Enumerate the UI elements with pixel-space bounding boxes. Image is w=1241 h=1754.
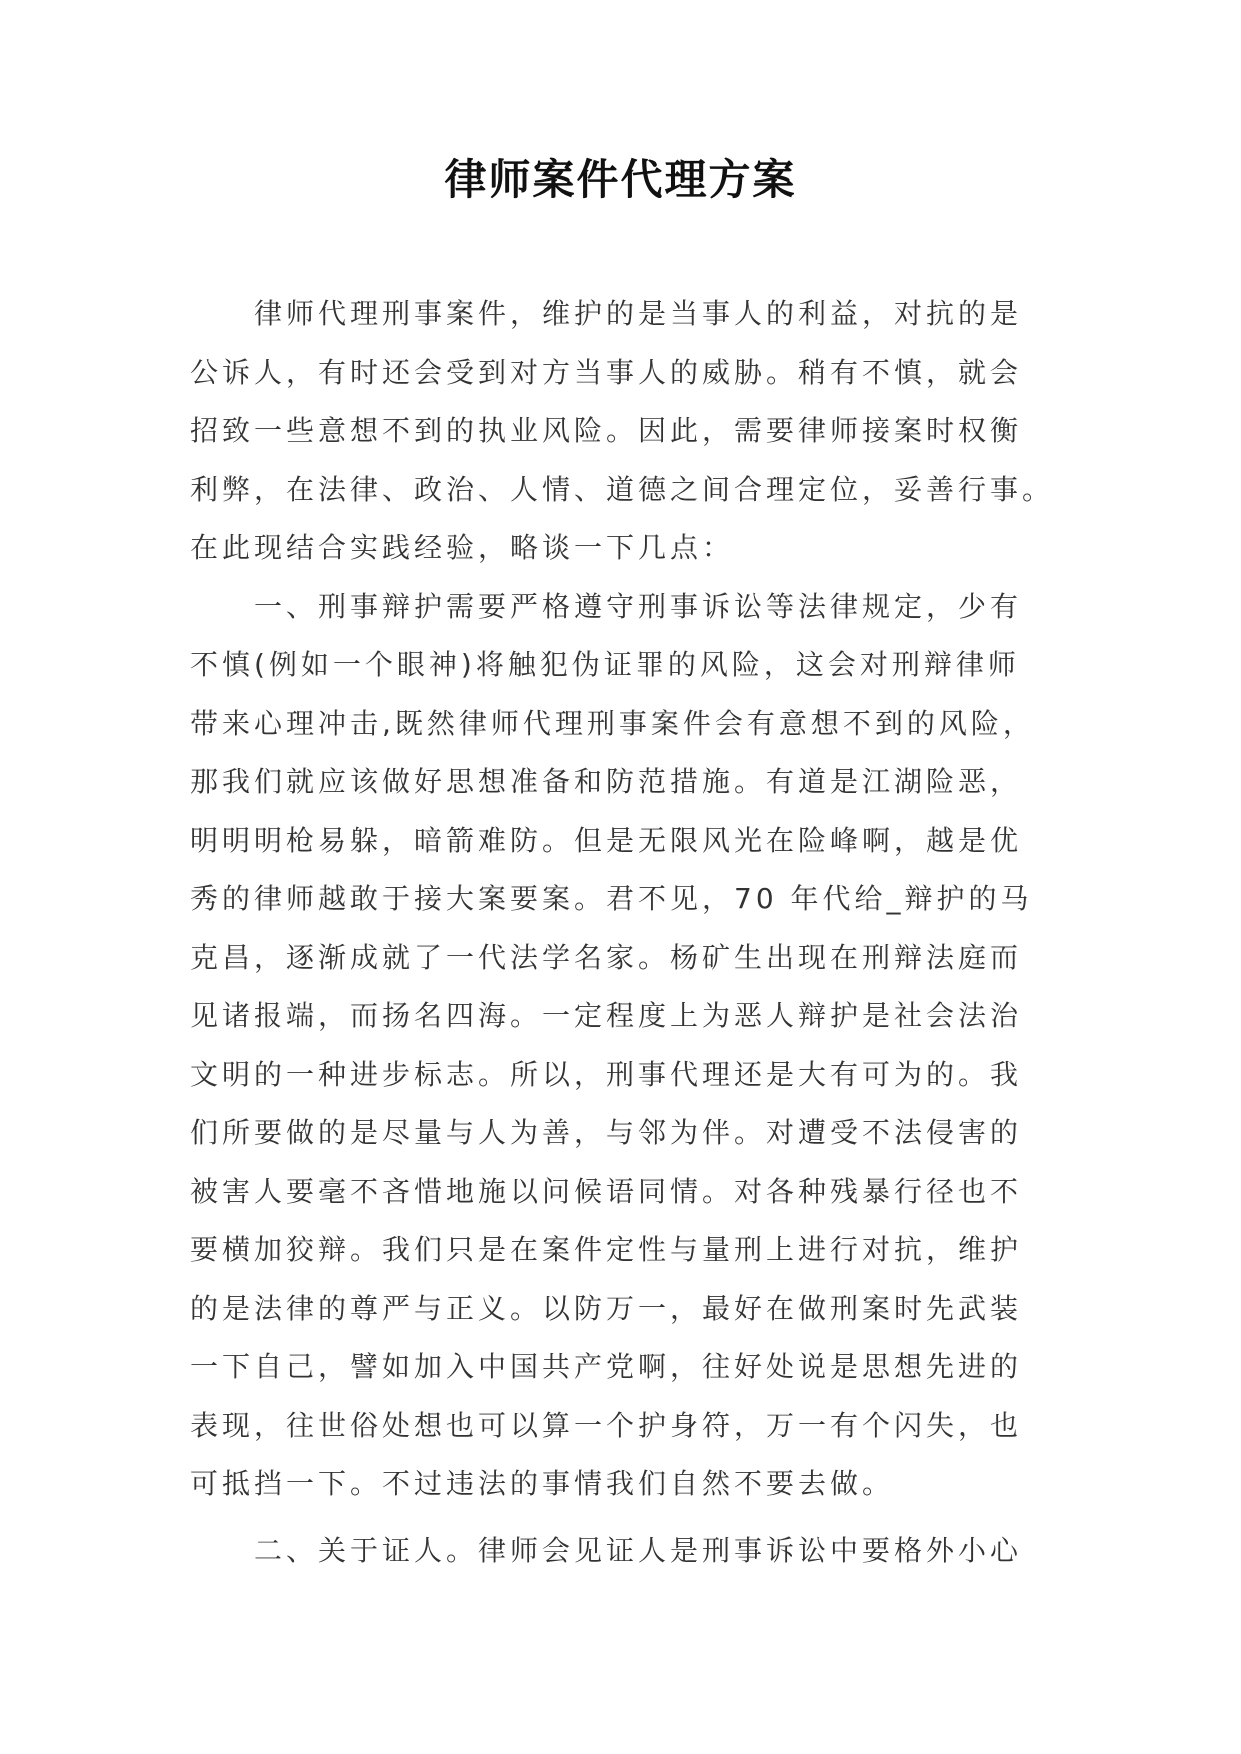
text-line: 一下自己，譬如加入中国共产党啊，往好处说是思想先进的: [190, 1350, 1023, 1383]
text-line: 不慎(例如一个眼神)将触犯伪证罪的风险，这会对刑辩律师: [190, 648, 1020, 681]
text-line: 表现，往世俗处想也可以算一个护身符，万一有个闪失，也: [190, 1408, 1023, 1442]
text-line: 的是法律的尊严与正义。以防万一，最好在做刑案时先武装: [190, 1291, 1023, 1325]
text-line: 一、刑事辩护需要严格遵守刑事诉讼等法律规定，少有: [254, 589, 1023, 623]
text-line: 明明明枪易躲，暗箭难防。但是无限风光在险峰啊，越是优: [190, 823, 1023, 857]
text-line: 招致一些意想不到的执业风险。因此，需要律师接案时权衡: [190, 414, 1023, 447]
document-body: [190, 285, 1055, 1580]
text-line: 二、关于证人。律师会见证人是刑事诉讼中要格外小心: [254, 1533, 1023, 1567]
text-line: 克昌，逐渐成就了一代法学名家。杨矿生出现在刑辩法庭而: [190, 940, 1023, 974]
text-line: 们所要做的是尽量与人为善，与邻为伴。对遭受不法侵害的: [190, 1116, 1023, 1149]
text-line: 律师代理刑事案件，维护的是当事人的利益，对抗的是: [254, 297, 1023, 330]
text-line: 带来心理冲击,既然律师代理刑事案件会有意想不到的风险，: [190, 706, 1035, 740]
text-line: 公诉人，有时还会受到对方当事人的威胁。稍有不慎，就会: [190, 355, 1023, 389]
text-line: 利弊，在法律、政治、人情、道德之间合理定位，妥善行事。: [190, 472, 1055, 506]
text-line: 见诸报端，而扬名四海。一定程度上为恶人辩护是社会法治: [190, 999, 1023, 1032]
document-title: 律师案件代理方案: [444, 155, 797, 204]
text-line: 那我们就应该做好思想准备和防范措施。有道是江湖险恶，: [190, 765, 1023, 798]
text-line: 秀的律师越敢于接大案要案。君不见，70 年代给_辩护的马: [190, 882, 1033, 915]
text-line: 在此现结合实践经验，略谈一下几点：: [190, 531, 735, 564]
text-line: 被害人要毫不吝惜地施以问候语同情。对各种残暴行径也不: [190, 1174, 1023, 1208]
text-line: 文明的一种进步标志。所以，刑事代理还是大有可为的。我: [190, 1057, 1023, 1091]
text-line: 可抵挡一下。不过违法的事情我们自然不要去做。: [190, 1467, 895, 1500]
text-line: 要横加狡辩。我们只是在案件定性与量刑上进行对抗，维护: [190, 1233, 1023, 1266]
